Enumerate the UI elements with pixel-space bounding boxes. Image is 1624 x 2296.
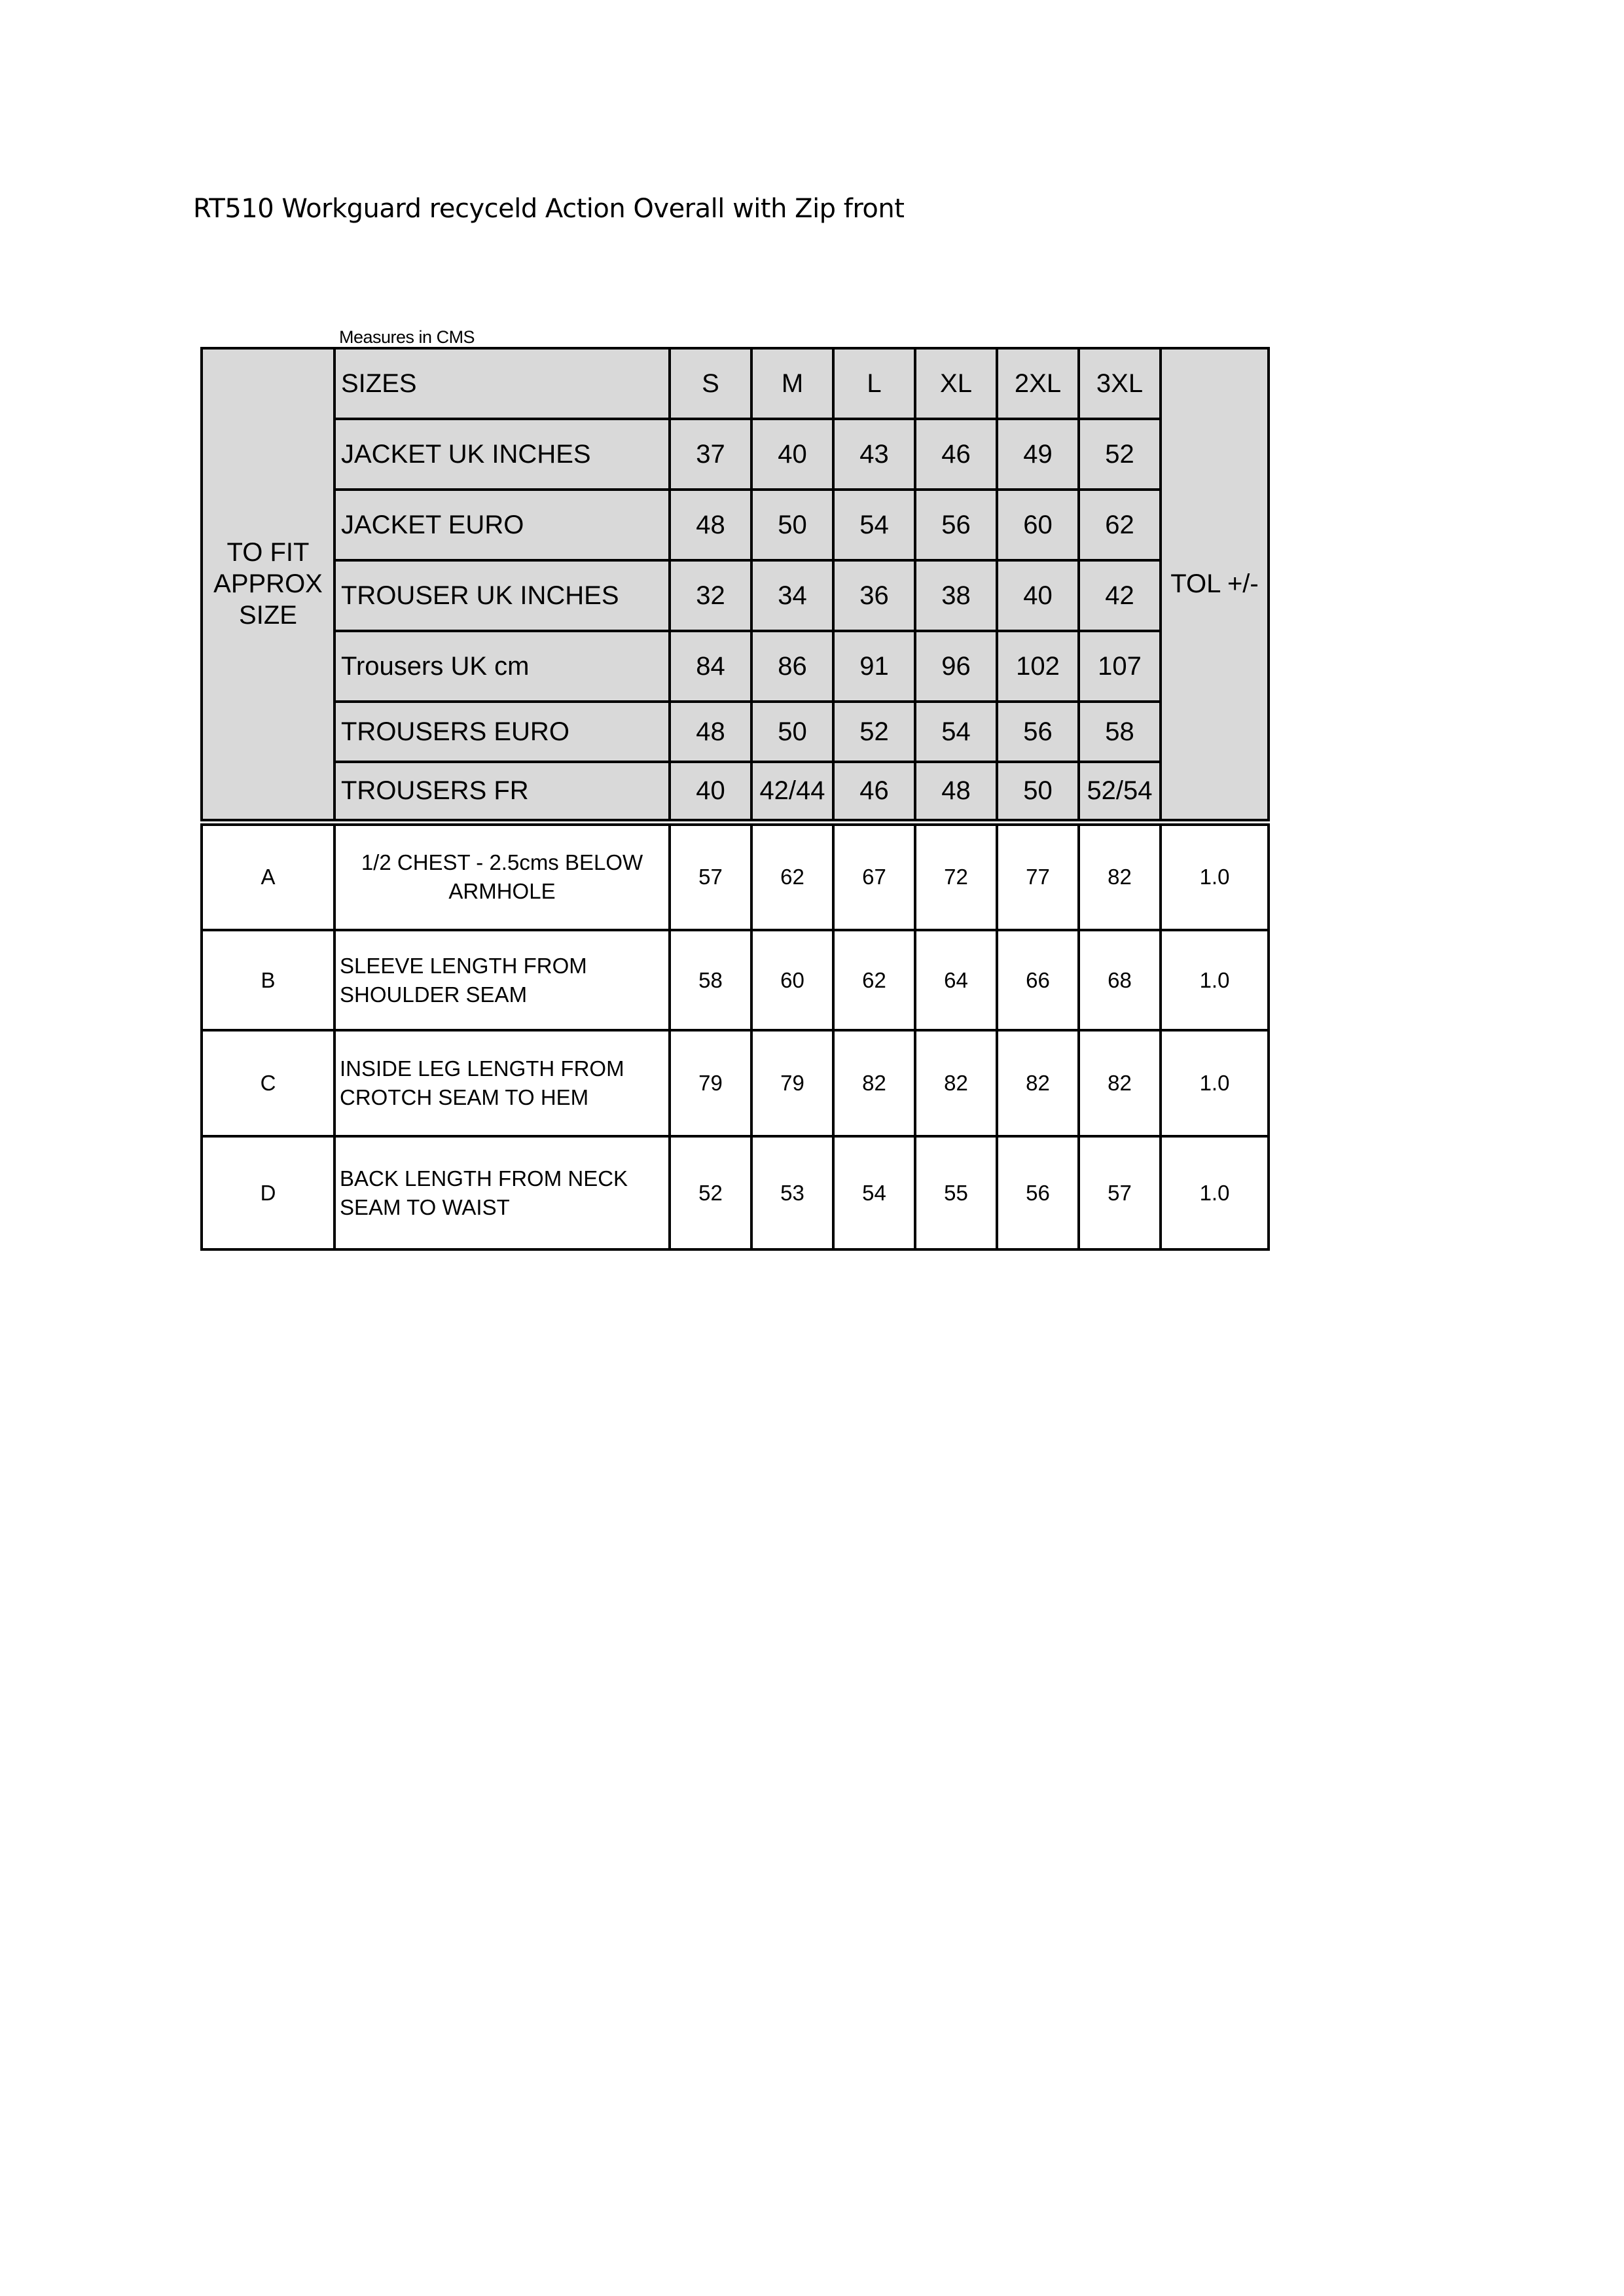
size-value-cell: 40	[670, 762, 751, 822]
measurement-value-cell: 82	[1079, 822, 1161, 930]
size-value-cell: 60	[997, 490, 1079, 560]
measurement-value-cell: 68	[1079, 930, 1161, 1030]
measurement-value-cell: 60	[751, 930, 833, 1030]
measurement-value-cell: 56	[997, 1136, 1079, 1249]
measurement-value-cell: 82	[915, 1030, 997, 1136]
header-row-label: JACKET EURO	[334, 490, 670, 560]
size-value-cell: 40	[751, 419, 833, 490]
measurement-code: B	[202, 930, 334, 1030]
measurement-value-cell: 53	[751, 1136, 833, 1249]
measurement-row	[202, 822, 1269, 930]
tolerance-header: TOL +/-	[1161, 348, 1269, 822]
size-value-cell: 52/54	[1079, 762, 1161, 822]
size-value-cell: 96	[915, 631, 997, 702]
size-header-cell: 2XL	[997, 348, 1079, 419]
page-title: RT510 Workguard recyceld Action Overall with Zip front	[193, 194, 905, 224]
size-value-cell: 32	[670, 560, 751, 631]
measurement-value-cell: 82	[833, 1030, 915, 1136]
measurement-value-cell: 79	[670, 1030, 751, 1136]
size-value-cell: 50	[751, 702, 833, 762]
header-row-label: JACKET UK INCHES	[334, 419, 670, 490]
size-value-cell: 91	[833, 631, 915, 702]
measurement-value-cell: 62	[833, 930, 915, 1030]
size-value-cell: 48	[670, 702, 751, 762]
measurement-code: C	[202, 1030, 334, 1136]
measurement-value-cell: 79	[751, 1030, 833, 1136]
size-value-cell: 52	[833, 702, 915, 762]
header-row	[202, 560, 1269, 631]
size-value-cell: 84	[670, 631, 751, 702]
measurement-value-cell: 52	[670, 1136, 751, 1249]
measurement-code: D	[202, 1136, 334, 1249]
size-header-cell: S	[670, 348, 751, 419]
size-header-cell: 3XL	[1079, 348, 1161, 419]
measurement-value-cell: 62	[751, 822, 833, 930]
size-value-cell: 46	[915, 419, 997, 490]
header-row	[202, 762, 1269, 822]
measurement-code: A	[202, 822, 334, 930]
size-value-cell: 49	[997, 419, 1079, 490]
measurement-value-cell: 77	[997, 822, 1079, 930]
measurement-description: 1/2 CHEST - 2.5cms BELOW ARMHOLE	[334, 822, 670, 930]
size-value-cell: 54	[833, 490, 915, 560]
size-value-cell: 42/44	[751, 762, 833, 822]
header-row	[202, 702, 1269, 762]
measurement-value-cell: 82	[997, 1030, 1079, 1136]
measurement-value-cell: 58	[670, 930, 751, 1030]
size-header-cell: XL	[915, 348, 997, 419]
header-section	[202, 348, 1269, 822]
header-row-label: TROUSERS EURO	[334, 702, 670, 762]
tolerance-value: 1.0	[1161, 1136, 1269, 1249]
size-header-cell: L	[833, 348, 915, 419]
size-value-cell: 50	[997, 762, 1079, 822]
size-value-cell: 40	[997, 560, 1079, 631]
measurement-row	[202, 1030, 1269, 1136]
measurement-value-cell: 57	[670, 822, 751, 930]
header-row	[202, 631, 1269, 702]
size-value-cell: 46	[833, 762, 915, 822]
header-row-label: Trousers UK cm	[334, 631, 670, 702]
size-value-cell: 36	[833, 560, 915, 631]
measurement-description: BACK LENGTH FROM NECK SEAM TO WAIST	[334, 1136, 670, 1249]
size-value-cell: 86	[751, 631, 833, 702]
header-row-label: SIZES	[334, 348, 670, 419]
size-value-cell: 54	[915, 702, 997, 762]
measurement-value-cell: 57	[1079, 1136, 1161, 1249]
measurement-value-cell: 54	[833, 1136, 915, 1249]
measurement-value-cell: 64	[915, 930, 997, 1030]
size-value-cell: 107	[1079, 631, 1161, 702]
measurement-description: SLEEVE LENGTH FROM SHOULDER SEAM	[334, 930, 670, 1030]
size-value-cell: 48	[915, 762, 997, 822]
size-table	[200, 347, 1270, 1251]
size-chart	[200, 347, 1270, 1251]
size-value-cell: 37	[670, 419, 751, 490]
size-value-cell: 52	[1079, 419, 1161, 490]
measurement-value-cell: 66	[997, 930, 1079, 1030]
size-value-cell: 56	[915, 490, 997, 560]
measurement-value-cell: 67	[833, 822, 915, 930]
tolerance-value: 1.0	[1161, 930, 1269, 1030]
measures-caption: Measures in CMS	[339, 327, 475, 347]
measurement-row	[202, 1136, 1269, 1249]
size-header-cell: M	[751, 348, 833, 419]
header-row	[202, 348, 1269, 419]
size-value-cell: 38	[915, 560, 997, 631]
size-value-cell: 58	[1079, 702, 1161, 762]
size-value-cell: 56	[997, 702, 1079, 762]
tolerance-value: 1.0	[1161, 1030, 1269, 1136]
header-row-label: TROUSER UK INCHES	[334, 560, 670, 631]
header-row	[202, 419, 1269, 490]
size-value-cell: 34	[751, 560, 833, 631]
size-value-cell: 62	[1079, 490, 1161, 560]
measurement-row	[202, 930, 1269, 1030]
measurement-value-cell: 55	[915, 1136, 997, 1249]
size-value-cell: 48	[670, 490, 751, 560]
header-row-label: TROUSERS FR	[334, 762, 670, 822]
size-value-cell: 50	[751, 490, 833, 560]
tolerance-value: 1.0	[1161, 822, 1269, 930]
measurement-description: INSIDE LEG LENGTH FROM CROTCH SEAM TO HEM	[334, 1030, 670, 1136]
size-value-cell: 102	[997, 631, 1079, 702]
measurement-value-cell: 82	[1079, 1030, 1161, 1136]
size-value-cell: 42	[1079, 560, 1161, 631]
measurement-value-cell: 72	[915, 822, 997, 930]
measurement-section	[202, 822, 1269, 1249]
fit-label: TO FIT APPROX SIZE	[202, 348, 334, 822]
size-value-cell: 43	[833, 419, 915, 490]
header-row	[202, 490, 1269, 560]
